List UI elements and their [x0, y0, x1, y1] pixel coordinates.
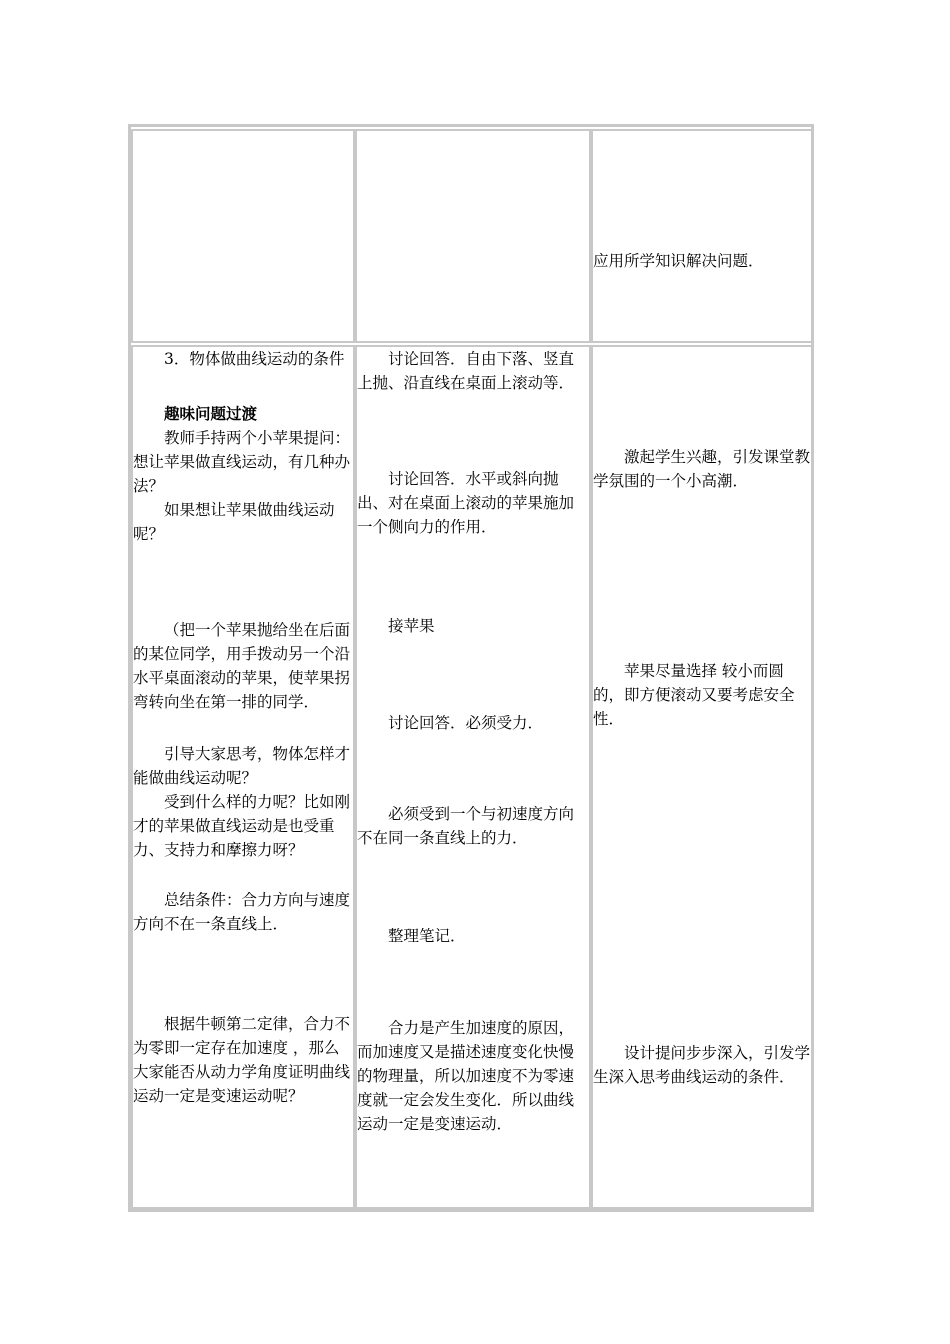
acceleration-explanation: 合力是产生加速度的原因，而加速度又是描述速度变化快慢的物理量，所以加速度不为零速度就一定会发生变化．所以曲线运动一定是变速运动．: [357, 1019, 575, 1133]
row1-col1-cell: [131, 129, 355, 343]
catch-apple-text: 接苹果: [388, 617, 435, 635]
row2-col1-cell: [131, 345, 355, 1209]
lesson-table: [128, 124, 814, 1212]
student-answer-1: 讨论回答．自由下落、竖直上抛、沿直线在桌面上滚动等．: [357, 350, 575, 392]
force-question-text: 受到什么样的力呢？比如刚才的苹果做直线运动是也受重力、支持力和摩擦力呀？: [133, 793, 351, 859]
apple-demo-text: （把一个苹果抛给坐在后面的某位同学，用手拨动另一个沿水平桌面滚动的苹果，使苹果拐弯转向坐在第一排的同学．: [133, 621, 351, 711]
take-notes-text: 整理笔记．: [388, 927, 466, 945]
student-answer-2: 讨论回答．水平或斜向抛出、对在桌面上滚动的苹果施加一个侧向力的作用．: [357, 470, 575, 536]
guide-thinking-text: 引导大家思考，物体怎样才能做曲线运动呢？: [133, 745, 351, 787]
interest-purpose-text: 激起学生兴趣，引发课堂教学氛围的一个小高潮．: [593, 448, 811, 490]
design-question-text: 设计提问步步深入，引发学生深入思考曲线运动的条件．: [593, 1044, 811, 1086]
fun-question-subheading: 趣味问题过渡: [164, 405, 258, 423]
student-answer-4: 必须受到一个与初速度方向不在同一条直线上的力．: [357, 805, 575, 847]
row2-col2-cell: [355, 345, 591, 1209]
teacher-question-text: 教师手持两个小苹果提问：想让苹果做直线运动，有几种办法？: [133, 429, 351, 495]
row1-col3-cell: [591, 129, 813, 343]
apple-safety-text: 苹果尽量选择 较小而圆的，即方便滚动又要考虑安全性．: [593, 662, 795, 728]
row2-col3-cell: [591, 345, 813, 1209]
newton-law-text: 根据牛顿第二定律，合力不为零即一定存在加速度 ，那么大家能否从动力学角度证明曲线运动一定是变速运动呢？: [133, 1015, 351, 1105]
student-answer-3: 讨论回答．必须受力．: [388, 714, 544, 732]
row1-col3-text: 应用所学知识解决问题．: [593, 252, 764, 270]
row1-col2-cell: [355, 129, 591, 343]
curve-question-text: 如果想让苹果做曲线运动呢？: [133, 501, 335, 543]
condition-heading: 3．物体做曲线运动的条件: [164, 350, 345, 368]
summary-condition-text: 总结条件：合力方向与速度方向不在一条直线上．: [133, 891, 351, 933]
